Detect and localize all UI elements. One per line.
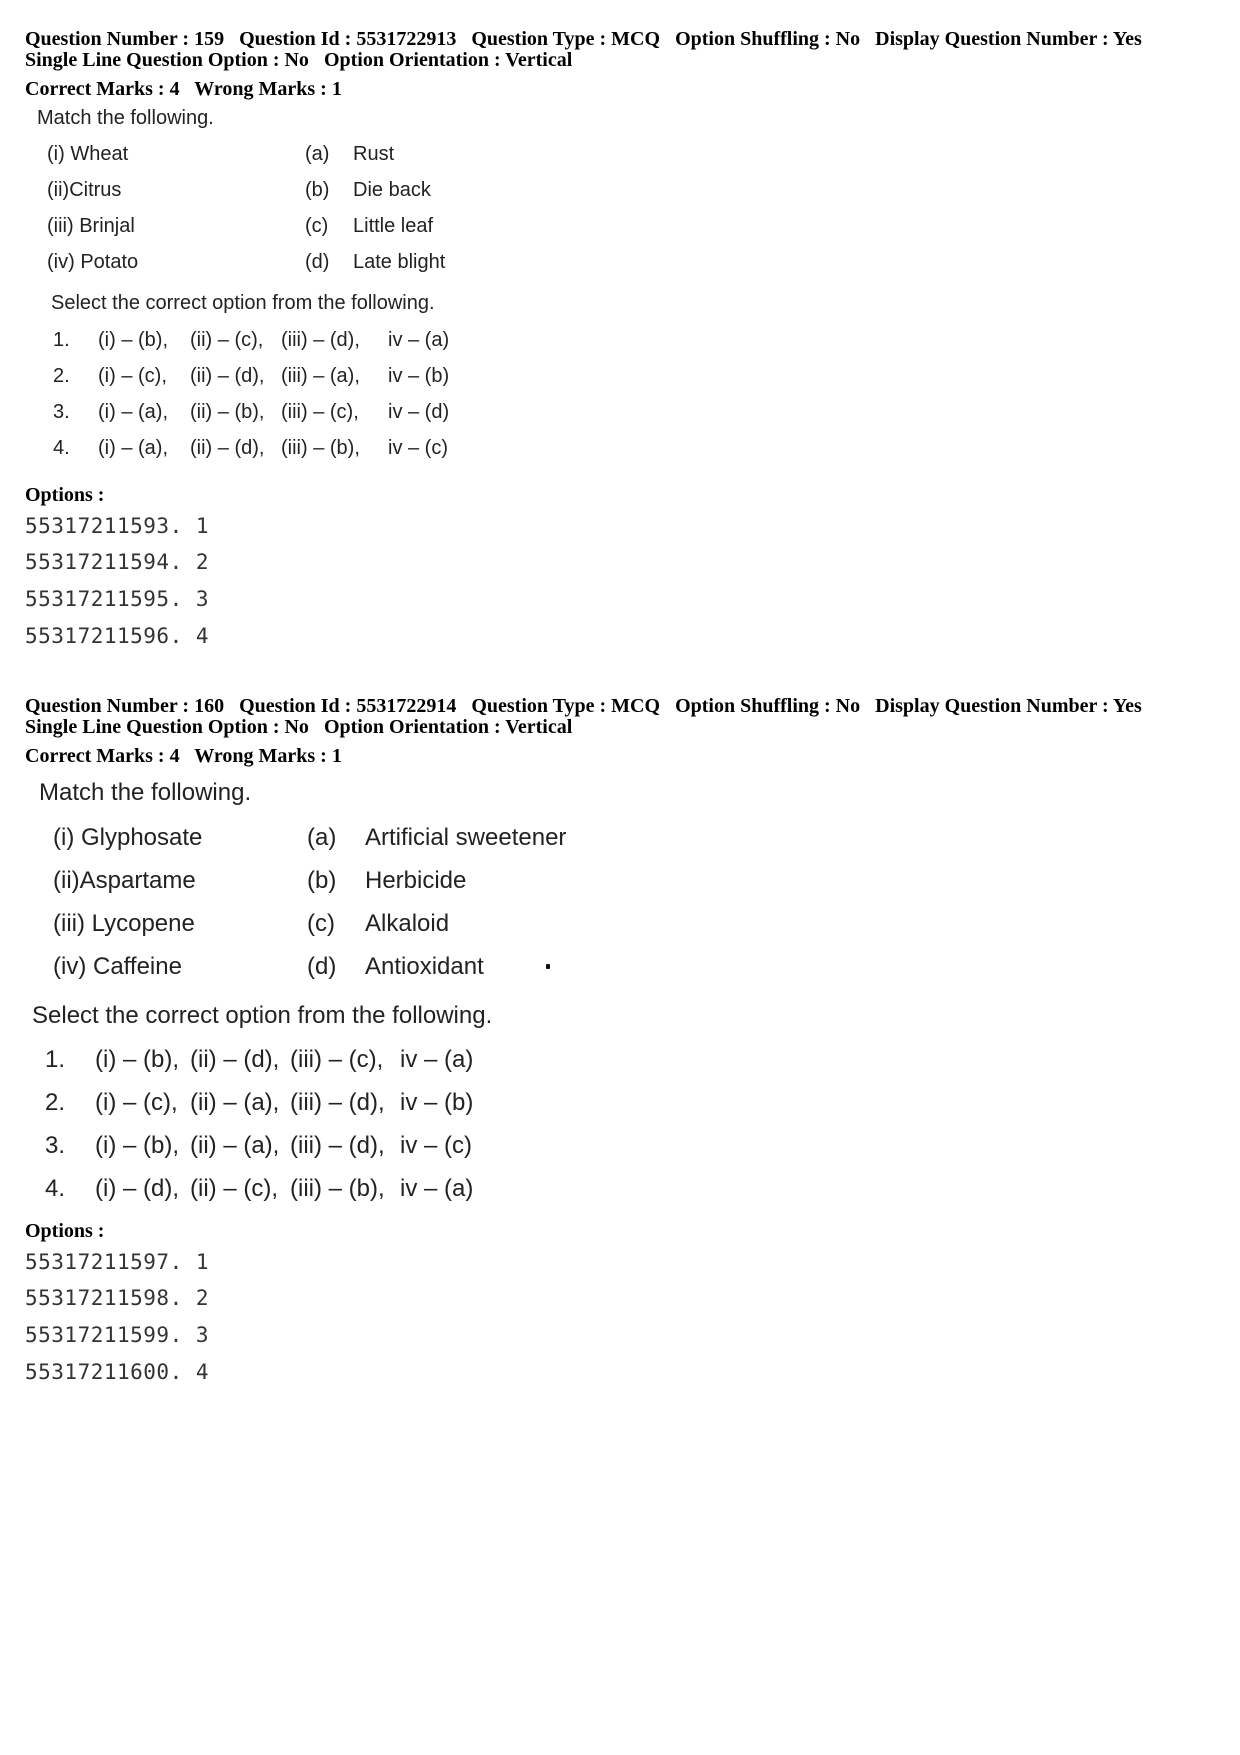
option-item: 55317211593. 1 (25, 514, 210, 538)
match-row (47, 179, 497, 207)
answer-pair-1: (i) – (b), (95, 1046, 179, 1073)
correct-marks: Correct Marks : 4 (25, 745, 180, 767)
option-orientation: Option Orientation : Vertical (323, 49, 573, 71)
answer-number: 2. (53, 365, 70, 387)
answer-pair-3: (iii) – (d), (281, 329, 360, 351)
question-number: Question Number : 160 (25, 695, 225, 717)
answer-pair-4: iv – (b) (388, 365, 450, 387)
answer-pair-2: (ii) – (d), (190, 1046, 280, 1073)
wrong-marks: Wrong Marks : 1 (194, 745, 342, 767)
options-label: Options : (25, 1220, 105, 1242)
answer-pair-4: iv – (a) (400, 1175, 474, 1202)
answer-number: 1. (53, 329, 70, 351)
single-line-question-option: Single Line Question Option : No (25, 49, 309, 71)
match-letter: (d) (307, 953, 337, 980)
answer-pair-2: (ii) – (d), (190, 437, 265, 459)
question-number: Question Number : 159 (25, 28, 225, 50)
answer-pair-2: (ii) – (c), (190, 329, 264, 351)
answer-pair-1: (i) – (d), (95, 1175, 179, 1202)
option-shuffling: Option Shuffling : No (675, 28, 861, 50)
match-letter: (c) (307, 910, 335, 937)
match-left: (iii) Lycopene (53, 910, 195, 937)
stray-dot (546, 964, 550, 969)
match-right: Die back (353, 179, 431, 201)
answer-number: 4. (45, 1175, 66, 1202)
option-item: 55317211595. 3 (25, 587, 210, 611)
match-left: (i) Glyphosate (53, 824, 203, 851)
match-letter: (b) (305, 179, 330, 201)
wrong-marks: Wrong Marks : 1 (194, 78, 342, 100)
answer-pair-1: (i) – (c), (95, 1089, 178, 1116)
match-row (53, 867, 593, 899)
answer-pair-2: (ii) – (c), (190, 1175, 278, 1202)
meta-line-2 (25, 715, 1215, 739)
marks-line (25, 77, 1215, 101)
match-left: (ii)Aspartame (53, 867, 196, 894)
option-item: 55317211594. 2 (25, 550, 210, 574)
option-item: 55317211599. 3 (25, 1323, 210, 1347)
match-right: Late blight (353, 251, 446, 273)
answer-row (53, 401, 493, 429)
answer-number: 3. (53, 401, 70, 423)
answer-pair-2: (ii) – (b), (190, 401, 265, 423)
match-right: Artificial sweetener (365, 824, 567, 851)
match-letter: (d) (305, 251, 330, 273)
answer-row (45, 1089, 565, 1121)
match-right: Herbicide (365, 867, 467, 894)
match-row (53, 824, 593, 856)
match-letter: (b) (307, 867, 337, 894)
question-image (25, 768, 1215, 1208)
answer-row (45, 1132, 565, 1164)
question-id: Question Id : 5531722913 (239, 28, 457, 50)
option-orientation: Option Orientation : Vertical (323, 716, 573, 738)
answer-pair-2: (ii) – (a), (190, 1089, 280, 1116)
answer-pair-1: (i) – (a), (98, 437, 168, 459)
answer-pair-3: (iii) – (c), (281, 401, 359, 423)
question-meta (25, 27, 1215, 101)
question-image (25, 101, 1215, 501)
answer-pair-3: (iii) – (a), (281, 365, 360, 387)
answer-number: 4. (53, 437, 70, 459)
answer-pair-3: (iii) – (d), (290, 1089, 385, 1116)
question-type: Question Type : MCQ (471, 28, 661, 50)
answer-pair-3: (iii) – (b), (281, 437, 360, 459)
answer-pair-1: (i) – (b), (98, 329, 168, 351)
instruction-text: Match the following. (37, 107, 214, 129)
correct-marks: Correct Marks : 4 (25, 78, 180, 100)
match-left: (iv) Potato (47, 251, 139, 273)
answer-pair-4: iv – (d) (388, 401, 450, 423)
answer-row (45, 1046, 565, 1078)
match-row (53, 910, 593, 942)
option-item: 55317211597. 1 (25, 1250, 210, 1274)
match-right: Alkaloid (365, 910, 450, 937)
match-left: (i) Wheat (47, 143, 129, 165)
answer-pair-1: (i) – (c), (98, 365, 167, 387)
answer-pair-1: (i) – (a), (98, 401, 168, 423)
options-section-160 (25, 1220, 625, 1390)
answer-pair-4: iv – (c) (388, 437, 448, 459)
option-item: 55317211596. 4 (25, 624, 210, 648)
instruction-text: Match the following. (39, 779, 252, 806)
select-instruction: Select the correct option from the following. (51, 292, 435, 314)
option-item: 55317211600. 4 (25, 1360, 210, 1384)
answer-pair-2: (ii) – (a), (190, 1132, 280, 1159)
answer-number: 2. (45, 1089, 66, 1116)
answer-pair-4: iv – (b) (400, 1089, 474, 1116)
select-instruction: Select the correct option from the following. (32, 1002, 493, 1029)
option-item: 55317211598. 2 (25, 1286, 210, 1310)
single-line-question-option: Single Line Question Option : No (25, 716, 309, 738)
options-label: Options : (25, 484, 105, 506)
match-row (47, 251, 497, 279)
match-left: (iv) Caffeine (53, 953, 182, 980)
marks-line (25, 744, 1215, 768)
match-right: Antioxidant (365, 953, 484, 980)
answer-pair-2: (ii) – (d), (190, 365, 265, 387)
match-left: (ii)Citrus (47, 179, 122, 201)
answer-pair-4: iv – (a) (388, 329, 450, 351)
question-block-160 (25, 694, 1215, 1208)
match-letter: (c) (305, 215, 329, 237)
match-row (47, 143, 497, 171)
answer-pair-3: (iii) – (b), (290, 1175, 385, 1202)
match-right: Little leaf (353, 215, 434, 237)
match-row (53, 953, 593, 985)
question-id: Question Id : 5531722914 (239, 695, 457, 717)
answer-number: 3. (45, 1132, 66, 1159)
match-right: Rust (353, 143, 395, 165)
question-type: Question Type : MCQ (471, 695, 661, 717)
meta-line-2 (25, 48, 1215, 72)
match-left: (iii) Brinjal (47, 215, 135, 237)
options-section-159 (25, 484, 625, 654)
answer-number: 1. (45, 1046, 66, 1073)
match-letter: (a) (307, 824, 337, 851)
match-letter: (a) (305, 143, 330, 165)
display-question-number: Display Question Number : Yes (875, 695, 1142, 717)
answer-pair-4: iv – (a) (400, 1046, 474, 1073)
answer-pair-4: iv – (c) (400, 1132, 472, 1159)
match-row (47, 215, 497, 243)
question-block-159 (25, 27, 1215, 501)
display-question-number: Display Question Number : Yes (875, 28, 1142, 50)
answer-row (45, 1175, 565, 1207)
answer-row (53, 437, 493, 465)
answer-row (53, 365, 493, 393)
answer-pair-3: (iii) – (d), (290, 1132, 385, 1159)
answer-pair-1: (i) – (b), (95, 1132, 179, 1159)
option-shuffling: Option Shuffling : No (675, 695, 861, 717)
answer-row (53, 329, 493, 357)
question-meta (25, 694, 1215, 768)
answer-pair-3: (iii) – (c), (290, 1046, 384, 1073)
